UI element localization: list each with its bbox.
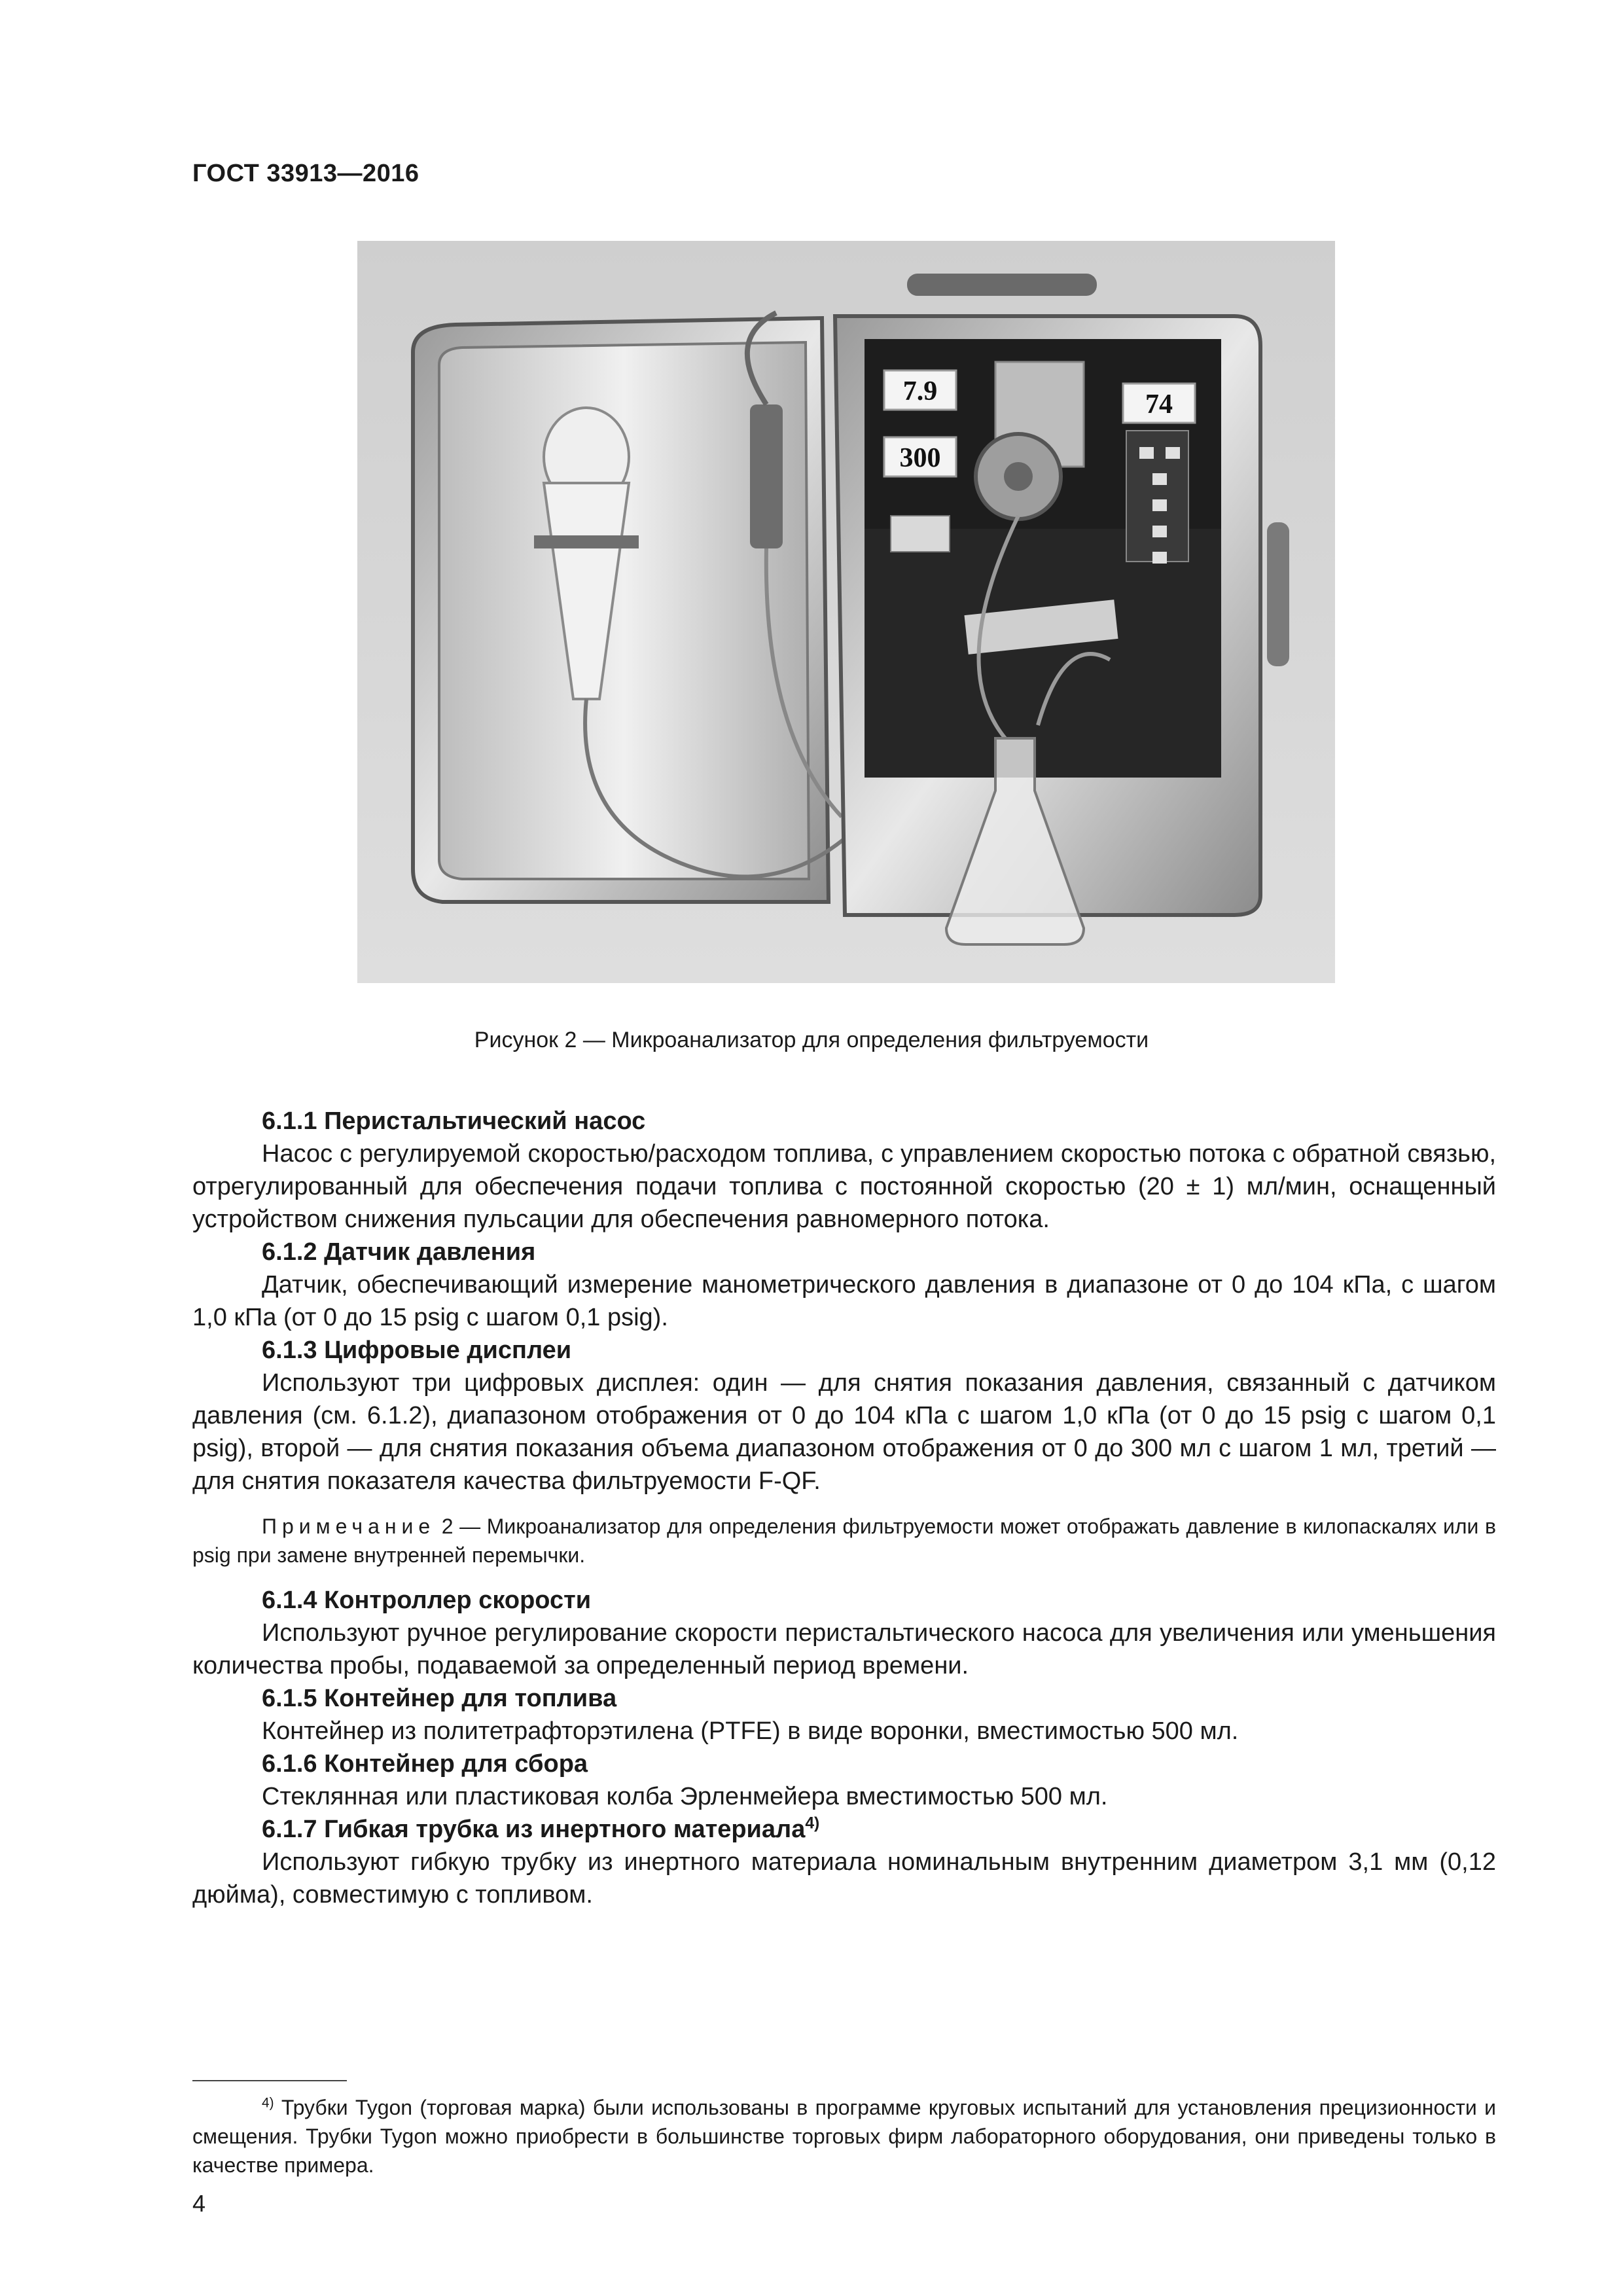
section-text: Используют три цифровых дисплея: один — для снятия показания давления, связанный с датчиком давления (см. 6.1.2), диапазоном отображения от 0 до 104 кПа с шагом 1,0 кПа (от 0 до 15 psig с шагом 0,1 psig), второй — для снятия показания объема диапазоном отображения от 0 до 300 мл с шагом 1 мл, третий — для снятия показателя качества фильтруемости F-QF. (192, 1369, 1496, 1495)
footnote-text: Трубки Tygon (торговая марка) были использованы в программе круговых испытаний для установления прецизионности и смещения. Трубки Tygon можно приобрести в большинстве торговых фирм лабораторного оборудования, они приведены только в качестве примера. (192, 2096, 1496, 2177)
footnote-mark: 4) (262, 2095, 274, 2111)
footnote-divider (192, 2080, 347, 2081)
volume-display-value: 300 (899, 443, 941, 473)
section-text: Насос с регулируемой скоростью/расходом топлива, с управлением скоростью потока с обратной связью, отрегулированный для обеспечения подачи топлива с постоянной скоростью (20 ± 1) мл/мин, оснащенный устройством снижения пульсации для обеспечения равномерного потока. (192, 1140, 1496, 1233)
footnote (192, 2093, 1496, 2179)
section-heading: 6.1.2 Датчик давления (262, 1238, 536, 1266)
section-text: Стеклянная или пластиковая колба Эрленмейера вместимостью 500 мл. (262, 1783, 1108, 1810)
note-number: 2 — (435, 1515, 487, 1538)
main-content (192, 1105, 1496, 1911)
footnote-ref: 4) (805, 1814, 820, 1833)
section-text: Контейнер из политетрафторэтилена (PTFE) в виде воронки, вместимостью 500 мл. (262, 1717, 1239, 1745)
microanalyzer-photo (357, 241, 1335, 983)
section-heading-text: 6.1.7 Гибкая трубка из инертного материала (262, 1816, 806, 1843)
quality-display-value: 74 (1145, 389, 1173, 420)
section-text: Датчик, обеспечивающий измерение манометрического давления в диапазоне от 0 до 104 кПа, с шагом 1,0 кПа (от 0 до 15 psig с шагом 0,1 psig). (192, 1271, 1496, 1331)
section-heading: 6.1.4 Контроллер скорости (262, 1587, 592, 1614)
pressure-display-value: 7.9 (902, 376, 938, 406)
figure-photo (357, 241, 1335, 983)
section-heading: 6.1.5 Контейнер для топлива (262, 1685, 617, 1712)
note-text: Микроанализатор для определения фильтруемости может отображать давление в килопаскалях или в psig при замене внутренней перемычки. (192, 1515, 1497, 1567)
section-text: Используют гибкую трубку из инертного материала номинальным внутренним диаметром 3,1 мм (0,12 дюйма), совместимую с топливом. (192, 1848, 1496, 1909)
document-header: ГОСТ 33913—2016 (192, 160, 419, 187)
figure-caption: Рисунок 2 — Микроанализатор для определения фильтруемости (474, 1028, 1149, 1052)
note (192, 1512, 1496, 1570)
section-heading: 6.1.6 Контейнер для сбора (262, 1750, 588, 1778)
section-heading: 6.1.1 Перистальтический насос (262, 1107, 646, 1135)
page-number: 4 (192, 2190, 206, 2217)
note-label: Примечание (262, 1515, 436, 1538)
section-heading: 6.1.3 Цифровые дисплеи (262, 1336, 572, 1364)
section-heading (192, 1813, 1496, 1846)
section-text: Используют ручное регулирование скорости перистальтического насоса для увеличения или уменьшения количества пробы, подаваемой за определенный период времени. (192, 1619, 1496, 1679)
